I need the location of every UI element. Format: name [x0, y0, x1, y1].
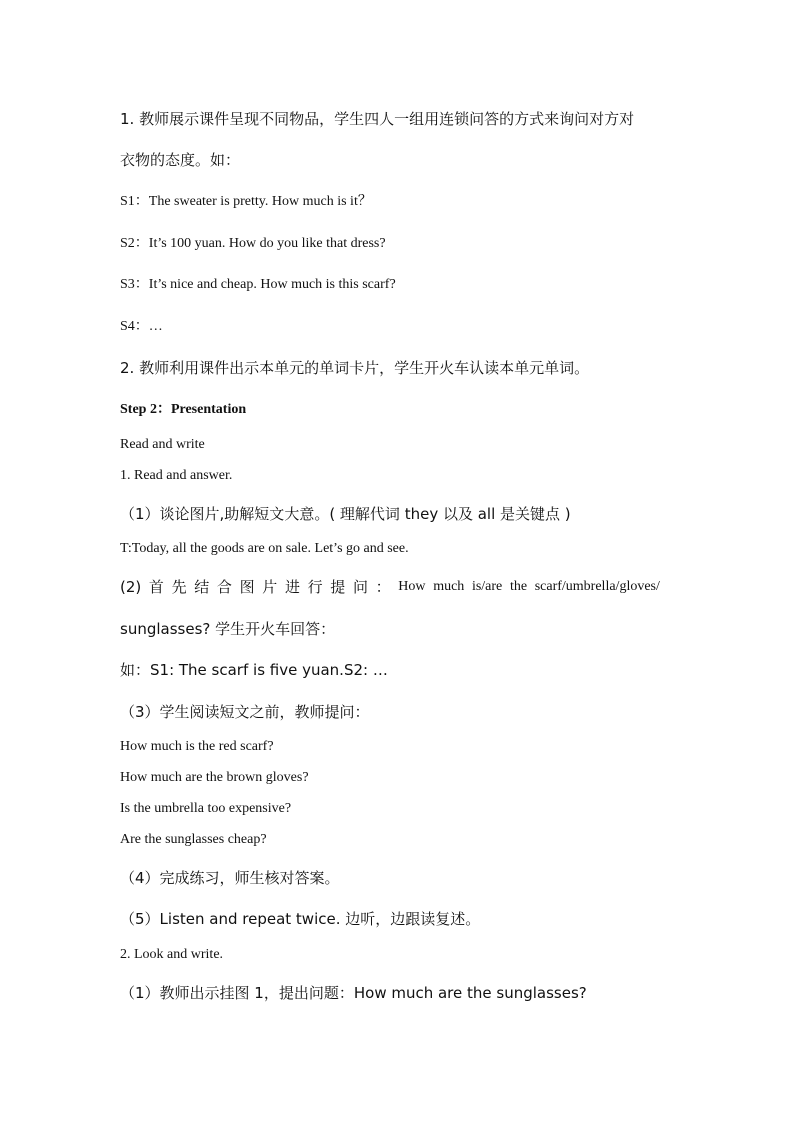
item-read-answer: 1. Read and answer.	[120, 468, 233, 483]
paragraph-line-1: 1. 教师展示课件呈现不同物品，学生四人一组用连锁问答的方式来询问对方对	[120, 110, 635, 128]
item-3-prompt: （3）学生阅读短文之前，教师提问：	[120, 703, 370, 721]
justified-token: (2)	[120, 578, 142, 596]
dialogue-line-s3: S3：It’s nice and cheap. How much is this scarf?	[120, 277, 396, 292]
justified-token: is/are	[471, 579, 503, 594]
question-line-2: How much are the brown gloves?	[120, 770, 309, 785]
justified-token: much	[433, 579, 465, 594]
justified-token: 行	[307, 578, 323, 596]
question-line-4: Are the sunglasses cheap?	[120, 832, 267, 847]
teacher-line: T:Today, all the goods are on sale. Let’s go and see.	[120, 541, 409, 556]
justified-token: 先	[171, 578, 187, 596]
dialogue-line-s4: S4：…	[120, 319, 163, 334]
paragraph-line-2-step: 2. 教师利用课件出示本单元的单词卡片，学生开火车认读本单元单词。	[120, 359, 590, 377]
item-2-question-line	[120, 578, 660, 596]
item-5-line: （5）Listen and repeat twice. 边听，边跟读复述。	[120, 910, 481, 928]
justified-token: 进	[284, 578, 300, 596]
question-line-3: Is the umbrella too expensive?	[120, 801, 292, 816]
dialogue-line-s1: S1：The sweater is pretty. How much is it？	[120, 194, 372, 209]
justified-token: 提	[330, 578, 346, 596]
item-look-write-1: （1）教师出示挂图 1，提出问题：How much are the sunglasses?	[120, 984, 587, 1002]
dialogue-line-s2: S2：It’s 100 yuan. How do you like that dress?	[120, 236, 386, 251]
example-answer-line: 如：S1: The scarf is five yuan.S2: …	[120, 661, 388, 679]
look-write-heading: 2. Look and write.	[120, 947, 224, 962]
item-4-line: （4）完成练习，师生核对答案。	[120, 869, 340, 887]
justified-token: ：	[375, 578, 391, 596]
section-heading: Step 2：Presentation	[120, 402, 247, 417]
justified-token: How	[398, 579, 426, 594]
question-line-1: How much is the red scarf?	[120, 739, 274, 754]
justified-token: 图	[239, 578, 255, 596]
justified-token: 问	[352, 578, 368, 596]
justified-token: scarf/umbrella/gloves/	[534, 579, 660, 594]
justified-token: the	[509, 579, 528, 594]
justified-token: 首	[148, 578, 164, 596]
item-1-discuss: （1）谈论图片,助解短文大意。( 理解代词 they 以及 all 是关键点 )	[120, 505, 571, 523]
paragraph-line-2: 衣物的态度。如：	[120, 151, 241, 169]
subheading-read-write: Read and write	[120, 437, 205, 452]
justified-token: 结	[194, 578, 210, 596]
item-2-continuation: sunglasses? 学生开火车回答：	[120, 620, 336, 638]
justified-token: 片	[262, 578, 278, 596]
justified-token: 合	[216, 578, 232, 596]
